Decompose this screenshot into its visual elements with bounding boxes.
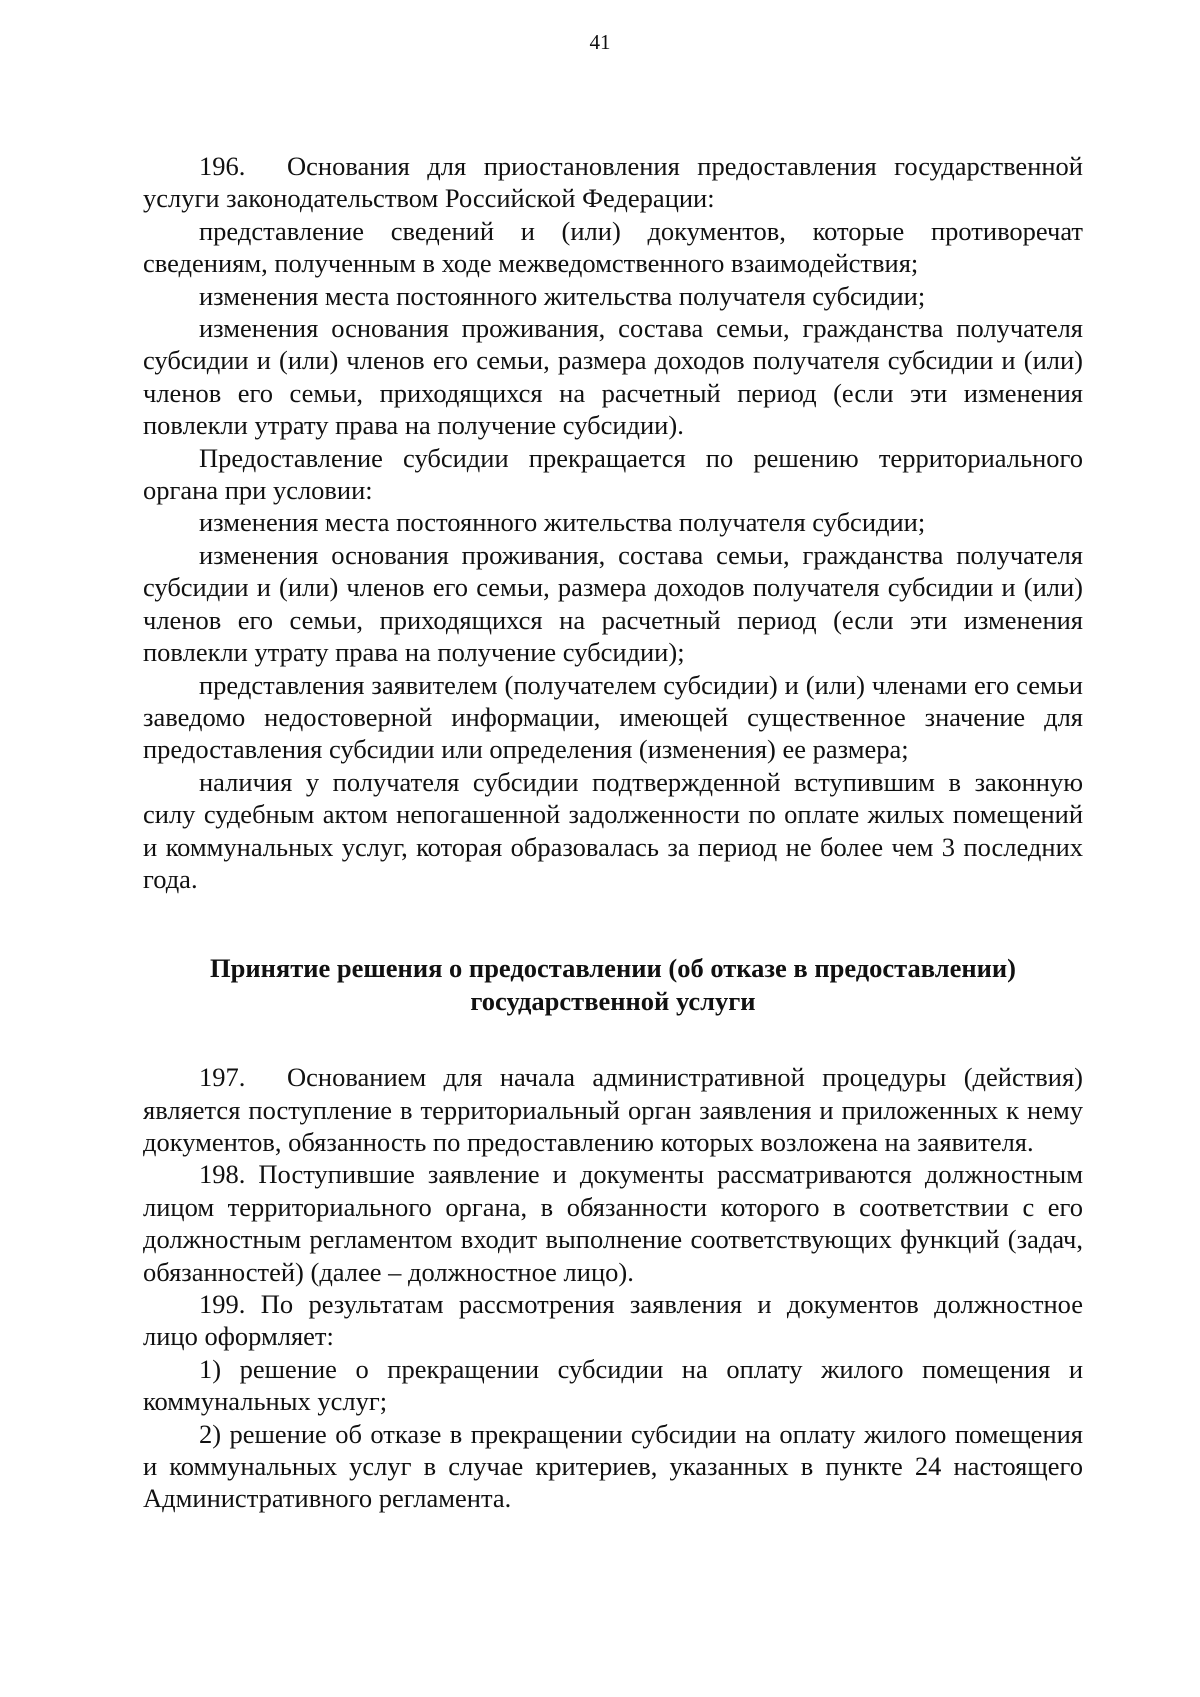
paragraph-item: Предоставление субсидии прекращается по решению территориального органа при условии: [143,442,1083,506]
document-body [143,150,1083,1515]
paragraph-item: представления заявителем (получателем субсидии) и (или) членами его семьи заведомо недостоверной информации, имеющей существенное значение для предоставления субсидии или определения (изменения) ее размера; [143,669,1083,765]
paragraph-item: изменения основания проживания, состава семьи, гражданства получателя субсидии и (или) членов его семьи, размера доходов получателя субсидии и (или) членов его семьи, приходящихся на расчетный период (если эти изменения повлекли утрату права на получение субсидии); [143,539,1083,668]
paragraph-number: 197. [199,1062,246,1093]
paragraph-number: 196. [199,151,246,181]
paragraph-item: 2) решение об отказе в прекращении субсидии на оплату жилого помещения и коммунальных услуг в случае критериев, указанных в пункте 24 настоящего Административного регламента. [143,1418,1083,1514]
paragraph-text: Основания для приостановления предоставления государственной услуги законодательством Российской Федерации: [143,151,1083,214]
paragraph-196 [143,150,1083,215]
paragraph-item: изменения места постоянного жительства получателя субсидии; [199,507,926,538]
paragraph-item: 1) решение о прекращении субсидии на оплату жилого помещения и коммунальных услуг; [143,1353,1083,1417]
section-heading [143,952,1083,1017]
paragraph-item: изменения основания проживания, состава семьи, гражданства получателя субсидии и (или) членов его семьи, размера доходов получателя субсидии и (или) членов его семьи, приходящихся на расчетный период (если эти изменения повлекли утрату права на получение субсидии). [143,313,1083,441]
section-heading-line: Принятие решения о предоставлении (об отказе в предоставлении) [210,953,1016,984]
paragraph-item: изменения места постоянного жительства получателя субсидии; [199,280,926,311]
paragraph-199: 199. По результатам рассмотрения заявления и документов должностное лицо оформляет: [143,1289,1083,1352]
paragraph-item: представление сведений и (или) документов, которые противоречат сведениям, полученным в ходе межведомственного взаимодействия; [143,215,1083,279]
section-heading-line: государственной услуги [470,985,756,1016]
paragraph-text: Основанием для начала административной процедуры (действия) является поступление в территориальный орган заявления и приложенных к нему документов, обязанность по предоставлению которых возложена на заявителя. [143,1062,1083,1157]
page-number: 41 [589,30,611,54]
paragraph-item: наличия у получателя субсидии подтвержденной вступившим в законную силу судебным актом непогашенной задолженности по оплате жилых помещений и коммунальных услуг, которая образовалась за период не более чем 3 последних года. [143,766,1083,894]
paragraph-198: 198. Поступившие заявление и документы рассматриваются должностным лицом территориального органа, в обязанности которого в соответствии с его должностным регламентом входит выполнение соответствующих функций (задач, обязанностей) (далее – должностное лицо). [143,1159,1083,1287]
paragraph-197 [143,1061,1083,1158]
